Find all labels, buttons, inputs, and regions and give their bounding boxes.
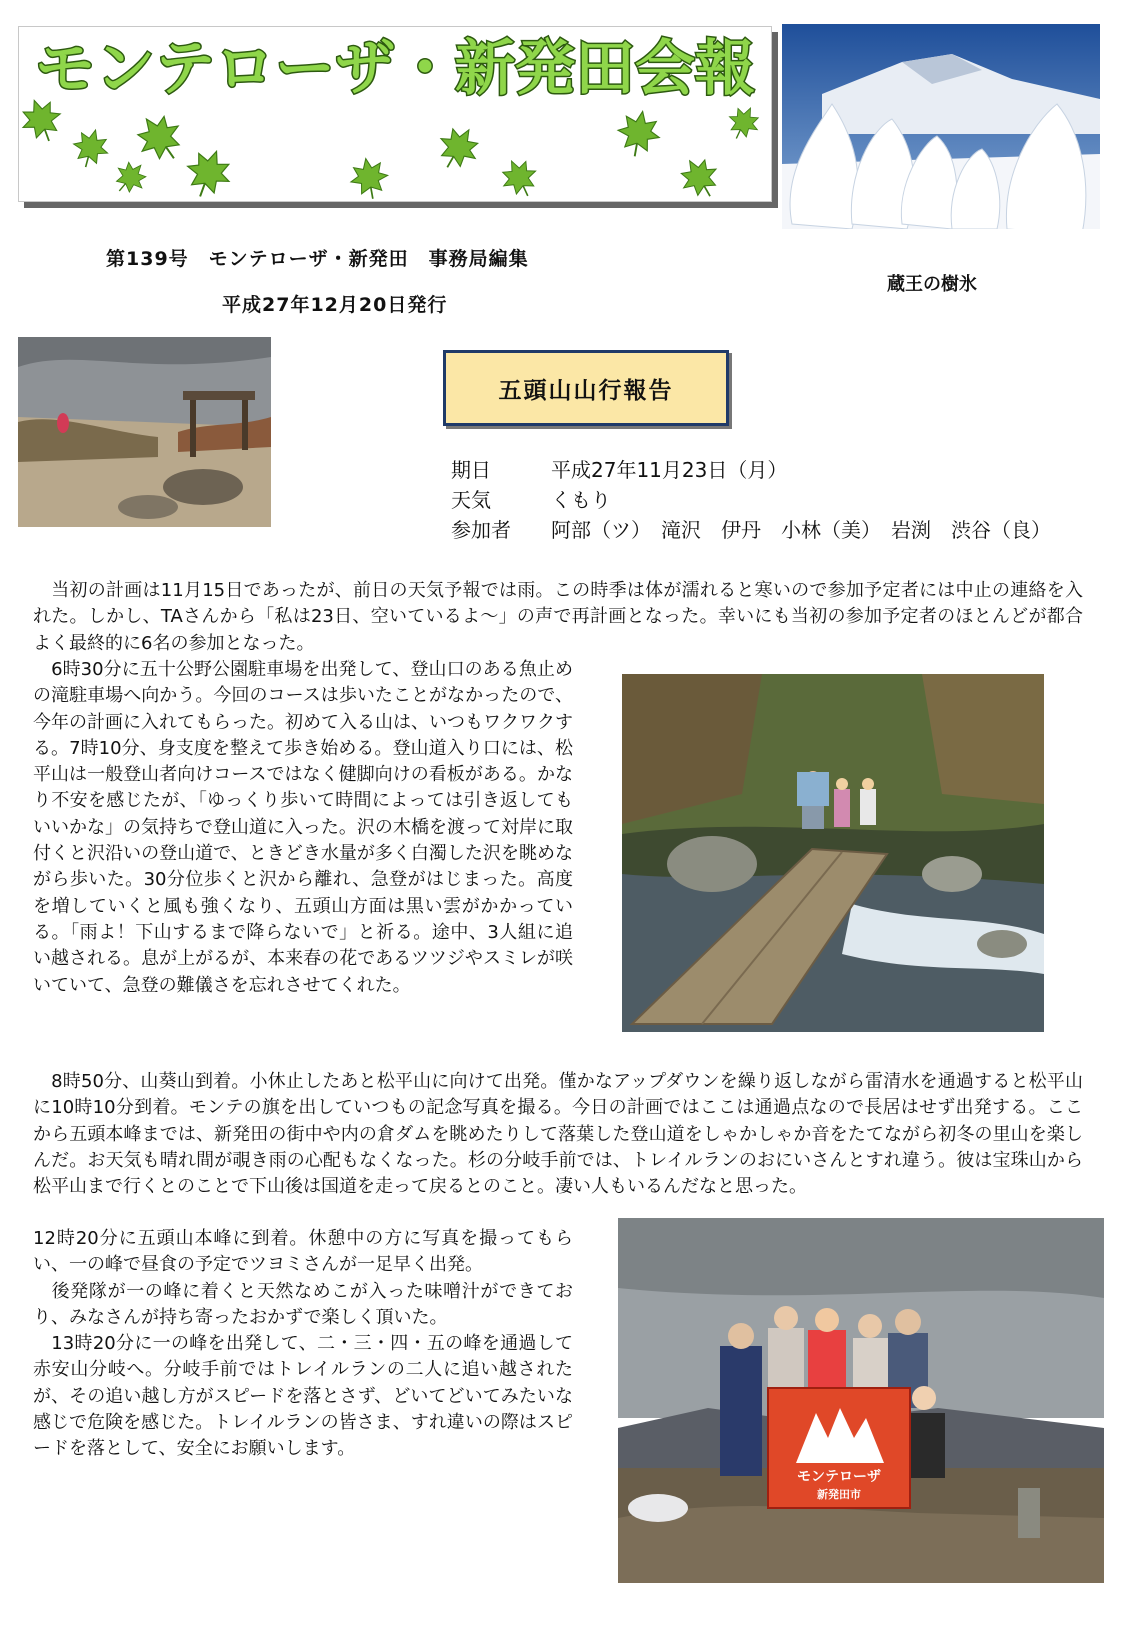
info-label: 参加者 [451,518,511,542]
summit-sign-photo [18,337,271,527]
info-label: 期日 [451,458,491,482]
body-paragraph: 6時30分に五十公野公園駐車場を出発して、登山口のある魚止めの滝駐車場へ向かう。今回のコースは歩いたことがなかったので、今年の計画に入れてもらった。初めて入る山は、いつもワクワクする。7時10分、身支度を整えて歩き始める。登山道入り口には、松平山は一般登山者向けコースではなく健脚向けの看板がある。かなり不安を感じたが、「ゆっくり歩いて時間によっては引き返してもいいかな」の気持ちで登山道に入った。沢の木橋を渡って対岸に取付くと沢沿いの登山道で、ときどき水量が多く白濁した沢を眺めながら歩いた。30分位歩くと沢から離れ、急登がはじまった。高度を増していくと風も強くなり、五頭山方面は黒い雲がかかっている。「雨よ！下山するまで降らないで」と祈る。途中、3人組に追い越される。息が上がるが、本来春の花であるツツジやスミレが咲いていて、急登の難儀さを忘れさせてくれた。 [33,659,573,996]
info-value: くもり [551,488,611,512]
wooden-bridge-photo [622,674,1044,1032]
newsletter-banner [18,26,772,202]
body-paragraph: 8時50分、山葵山到着。小休止したあと松平山に向けて出発。僅かなアップダウンを繰り返しながら雷清水を通過すると松平山に10時10分到着。モンテの旗を出していつもの記念写真を撮る。今日の計画ではここは通過点なので長居はせず出発する。ここから五頭本峰までは、新発田の街中や内の倉ダムを眺めたりして落葉した登山道をしゃかしゃか音をたてながら初冬の里山を楽しんだ。お天気も晴れ間が覗き雨の心配もなくなった。杉の分岐手前では、トレイルランのおにいさんとすれ違う。彼は宝珠山から松平山まで行くとのことで下山後は国道を走って戻るとのこと。凄い人もいるんだなと思った。 [33,1071,1083,1198]
report-title: 五頭山山行報告 [498,377,674,404]
info-value: 阿部（ツ） 滝沢 伊丹 小林（美） 岩渕 渋谷（良） [551,518,1051,542]
report-title-box [443,350,729,426]
info-value: 平成27年11月23日（月） [551,458,788,482]
summit-group-photo [618,1218,1104,1583]
info-row-participants [451,514,1051,543]
banner-title: モンテローザ・新発田会報 [35,34,755,104]
info-row-weather [451,484,611,513]
body-paragraph: 当初の計画は11月15日であったが、前日の天気予報では雨。この時季は体が濡れると寒いので参加予定者には中止の連絡を入れた。しかし、TAさんから「私は23日、空いているよ～」の声で再計画となった。幸いにも当初の参加予定者のほとんどが都合よく最終的に6名の参加となった。 [33,580,1083,654]
issue-info: 第139号 モンテローザ・新発田 事務局編集 [106,248,529,270]
info-row-date [451,454,787,483]
body-paragraph: 12時20分に五頭山本峰に到着。休憩中の方に写真を撮ってもらい、一の峰で昼食の予定でツヨミさんが一足早く出発。 後発隊が一の峰に着くと天然なめこが入った味噌汁ができており、みなさんが持ち寄ったおかずで楽しく頂いた。 13時20分に一の峰を出発して、二・三・四・五の峰を通過して赤安山分岐へ。分岐手前ではトレイルランの二人に追い越されたが、その追い越し方がスピードを落とさず、どいてどいてみたいな感じで危険を感じた。トレイルランの皆さま、すれ違いの際はスピードを落として、安全にお願いします。 [33,1228,573,1460]
info-label: 天気 [451,488,491,512]
flag-subtext: 新発田市 [817,1488,861,1501]
issue-date: 平成27年12月20日発行 [222,294,448,316]
photo-caption: 蔵王の樹氷 [887,274,977,295]
zao-rime-ice-photo [782,24,1100,250]
banner-artwork [19,27,771,201]
flag-text: モンテローザ [797,1469,881,1485]
